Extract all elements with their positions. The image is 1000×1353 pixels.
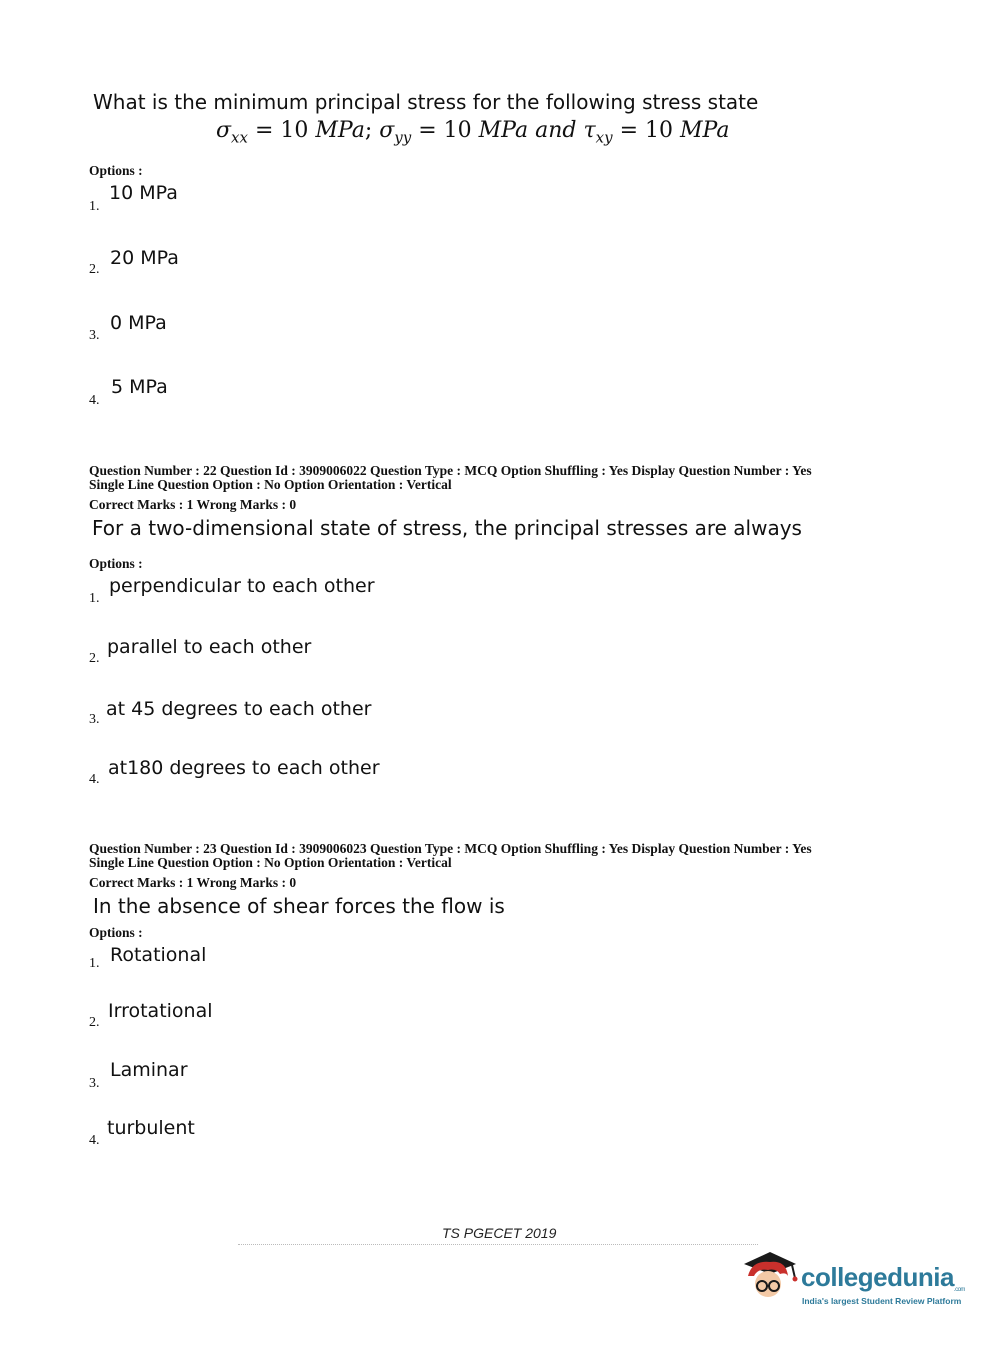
option-text[interactable]: 5 MPa — [111, 376, 168, 398]
options-label: Options : — [89, 163, 143, 178]
option-text[interactable]: 20 MPa — [110, 247, 179, 269]
option-text[interactable]: Rotational — [110, 944, 207, 966]
option-number: 2. — [89, 1015, 100, 1030]
option-text[interactable]: turbulent — [107, 1117, 195, 1139]
option-number: 1. — [89, 199, 100, 214]
question-22-text: For a two-dimensional state of stress, the principal stresses are always — [92, 516, 802, 540]
option-number: 2. — [89, 262, 100, 277]
logo-suffix: .com — [953, 1287, 965, 1293]
option-text[interactable]: Laminar — [110, 1059, 188, 1081]
question-23-marks: Correct Marks : 1 Wrong Marks : 0 — [89, 875, 297, 890]
option-number: 3. — [89, 712, 100, 727]
option-number: 2. — [89, 651, 100, 666]
question-21-text: What is the minimum principal stress for the following stress state — [93, 90, 759, 114]
option-text[interactable]: 10 MPa — [109, 182, 178, 204]
question-23-meta: Question Number : 23 Question Id : 3909006023 Question Type : MCQ Option Shuffling : Yes Display Question Number : Yes — [89, 841, 812, 856]
logo-wordmark[interactable] — [801, 1262, 965, 1293]
option-text[interactable]: at 45 degrees to each other — [106, 698, 372, 720]
option-number: 3. — [89, 328, 100, 343]
question-22-meta-line2: Single Line Question Option : No Option Orientation : Vertical — [89, 477, 452, 492]
option-text[interactable]: 0 MPa — [110, 312, 167, 334]
logo-tagline: India's largest Student Review Platform — [802, 1296, 962, 1306]
option-text[interactable]: perpendicular to each other — [109, 575, 375, 597]
option-number: 1. — [89, 956, 100, 971]
option-number: 4. — [89, 1133, 100, 1148]
logo-name: collegedunia — [801, 1262, 954, 1292]
option-number: 3. — [89, 1076, 100, 1091]
option-number: 4. — [89, 772, 100, 787]
question-23-meta-line2: Single Line Question Option : No Option Orientation : Vertical — [89, 855, 452, 870]
question-23-text: In the absence of shear forces the flow is — [93, 894, 505, 918]
options-label: Options : — [89, 556, 143, 571]
question-21-formula: $\sigma_{xx} = 10$ MPa; $\sigma_{yy} = 10$ MPa and $\tau_{xy} = 10$ MPa — [216, 118, 730, 147]
question-22-meta: Question Number : 22 Question Id : 3909006022 Question Type : MCQ Option Shuffling : Yes Display Question Number : Yes — [89, 463, 812, 478]
graduate-mascot-icon — [740, 1246, 800, 1306]
footer-exam-name: TS PGECET 2019 — [442, 1225, 557, 1241]
footer-divider — [238, 1244, 758, 1246]
option-text[interactable]: parallel to each other — [107, 636, 312, 658]
options-label: Options : — [89, 925, 143, 940]
option-text[interactable]: Irrotational — [108, 1000, 213, 1022]
option-text[interactable]: at180 degrees to each other — [108, 757, 380, 779]
option-number: 4. — [89, 393, 100, 408]
question-22-marks: Correct Marks : 1 Wrong Marks : 0 — [89, 497, 297, 512]
option-number: 1. — [89, 591, 100, 606]
